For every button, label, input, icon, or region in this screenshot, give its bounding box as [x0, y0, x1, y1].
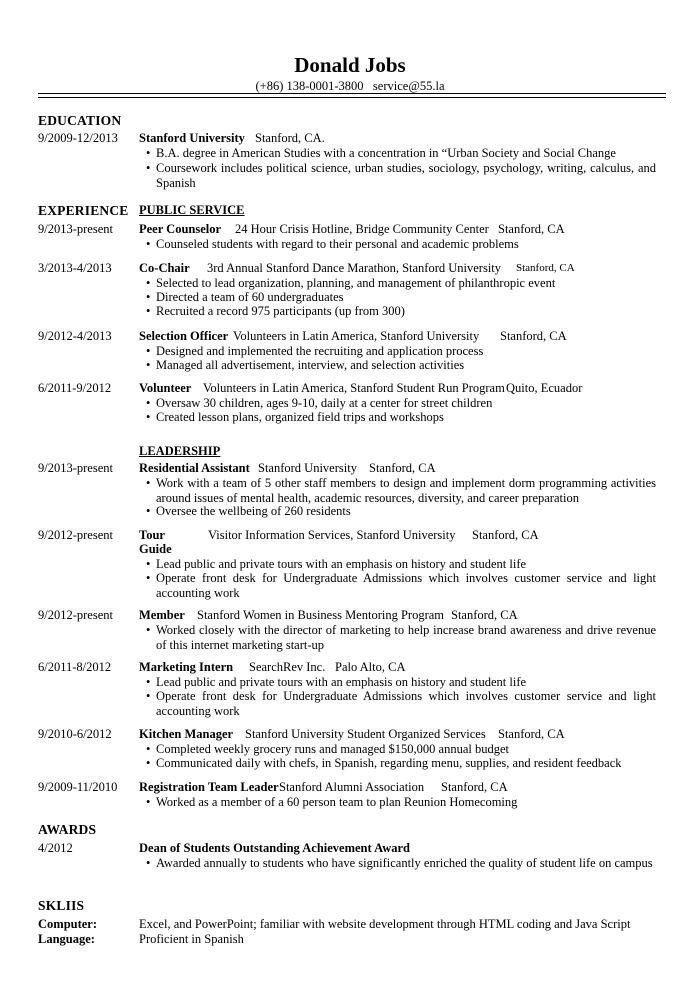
bullet-item: • Oversee the wellbeing of 260 residents [146, 504, 351, 518]
subsection-title-leadership: LEADERSHIP [139, 444, 221, 458]
entry-date: 3/2013-4/2013 [38, 261, 112, 275]
bullet-item: • Lead public and private tours with an emphasis on history and student life [146, 675, 527, 689]
skill-label-language: Language: [38, 932, 95, 946]
entry-location: Stanford, CA. [255, 131, 325, 145]
bullet-item: • Counseled students with regard to their personal and academic problems [146, 237, 519, 251]
skill-text-language: Proficient in Spanish [139, 932, 244, 946]
section-title-skills: SKLIIS [38, 898, 85, 913]
entry-date: 9/2009-11/2010 [38, 780, 118, 794]
entry-date: 9/2012-present [38, 608, 113, 622]
entry-date: 6/2011-8/2012 [38, 660, 112, 674]
entry-heading [139, 261, 659, 276]
entry-heading [139, 381, 659, 396]
entry-role: Selection Officer [139, 329, 229, 343]
subsection-title-public-service: PUBLIC SERVICE [139, 203, 245, 217]
bullet-item: • Selected to lead organization, planning, and management of philanthropic event [146, 276, 556, 290]
entry-heading [139, 660, 659, 675]
entry-org: Stanford University Student Organized Services [245, 727, 486, 741]
bullet-item: • B.A. degree in American Studies with a concentration in “Urban Society and Social Change [146, 146, 616, 160]
entry-role: Marketing Intern [139, 660, 234, 674]
entry-role: Residential Assistant [139, 461, 250, 475]
entry-org: Stanford University [258, 461, 357, 475]
bullet-item: • Worked as a member of a 60 person team to plan Reunion Homecoming [146, 795, 518, 809]
entry-location: Stanford, CA [498, 222, 565, 236]
entry-heading [139, 608, 659, 623]
entry-heading [139, 727, 659, 742]
skill-label-computer: Computer: [38, 917, 98, 931]
entry-role: Registration Team Leader [139, 780, 279, 794]
entry-org: Stanford University [139, 131, 245, 145]
bullet-item: • Operate front desk for Undergraduate Admissions which involves customer service and light accounting work [146, 571, 656, 600]
entry-location: Palo Alto, CA [335, 660, 406, 674]
bullet-item: • Work with a team of 5 other staff members to design and implement dorm programming activities around issues of mental health, academic resources, diversity, and career preparation [146, 476, 656, 505]
bullet-item: • Oversaw 30 children, ages 9-10, daily at a center for street children [146, 396, 493, 410]
entry-heading [139, 222, 659, 237]
entry-date: 9/2013-present [38, 222, 113, 236]
skill-text-computer: Excel, and PowerPoint; familiar with website development through HTML coding and Java Script [139, 917, 631, 931]
entry-location: Stanford, CA [500, 329, 567, 343]
entry-heading [139, 780, 659, 795]
entry-location: Stanford, CA [516, 262, 575, 274]
entry-date: 9/2013-present [38, 461, 113, 475]
entry-org: Volunteers in Latin America, Stanford Student Run Program [203, 381, 505, 395]
entry-date: 9/2012-present [38, 528, 113, 542]
entry-location: Stanford, CA [441, 780, 508, 794]
entry-location: Stanford, CA [498, 727, 565, 741]
bullet-item: • Lead public and private tours with an emphasis on history and student life [146, 557, 527, 571]
entry-role: Tour Guide [139, 528, 172, 556]
bullet-item: • Communicated daily with chefs, in Spanish, regarding menu, supplies, and resident feedback [146, 756, 622, 770]
bullet-item: • Recruited a record 975 participants (up from 300) [146, 304, 405, 318]
section-title-education: EDUCATION [38, 113, 122, 128]
section-title-experience: EXPERIENCE [38, 203, 129, 218]
entry-heading [139, 329, 659, 344]
entry-date: 4/2012 [38, 841, 73, 855]
entry-role: Kitchen Manager [139, 727, 234, 741]
entry-org: SearchRev Inc. [249, 660, 326, 674]
candidate-name: Donald Jobs [294, 53, 406, 77]
entry-date: 9/2012-4/2013 [38, 329, 112, 343]
entry-heading [139, 841, 659, 856]
entry-heading [139, 131, 659, 146]
bullet-item: • Coursework includes political science, urban studies, sociology, psychology, writing, calculus, and Spanish [146, 161, 656, 190]
entry-org: Stanford Alumni Association [279, 780, 425, 794]
header-rule-thick [38, 97, 666, 98]
entry-location: Stanford, CA [472, 528, 539, 542]
entry-date: 6/2011-9/2012 [38, 381, 112, 395]
entry-role: Volunteer [139, 381, 192, 395]
bullet-item: • Designed and implemented the recruiting and application process [146, 344, 484, 358]
bullet-item: • Operate front desk for Undergraduate Admissions which involves customer service and light accounting work [146, 689, 656, 718]
entry-location: Stanford, CA [451, 608, 518, 622]
bullet-item: • Completed weekly grocery runs and managed $150,000 annual budget [146, 742, 510, 756]
entry-org: Visitor Information Services, Stanford University [208, 528, 456, 542]
entry-heading [139, 461, 659, 476]
bullet-item: • Awarded annually to students who have significantly enriched the quality of student life on campus [146, 856, 653, 870]
entry-org: Volunteers in Latin America, Stanford University [233, 329, 480, 343]
entry-role: Peer Counselor [139, 222, 222, 236]
entry-org: 24 Hour Crisis Hotline, Bridge Community Center [235, 222, 489, 236]
entry-org: Stanford Women in Business Mentoring Program [197, 608, 445, 622]
bullet-item: • Managed all advertisement, interview, and selection activities [146, 358, 465, 372]
entry-heading [139, 528, 659, 556]
bullet-item: • Created lesson plans, organized field trips and workshops [146, 410, 444, 424]
entry-role: Member [139, 608, 185, 622]
bullet-item: • Directed a team of 60 undergraduates [146, 290, 344, 304]
contact-info: (+86) 138-0001-3800 service@55.la [255, 79, 445, 93]
entry-location: Stanford, CA [369, 461, 436, 475]
header-rule-thin [38, 93, 666, 94]
entry-role: Co-Chair [139, 261, 190, 275]
entry-date: 9/2009-12/2013 [38, 131, 118, 145]
entry-location: Quito, Ecuador [506, 381, 583, 395]
bullet-item: • Worked closely with the director of marketing to help increase brand awareness and drive revenue of this internet marketing start-up [146, 623, 656, 652]
entry-date: 9/2010-6/2012 [38, 727, 112, 741]
award-name: Dean of Students Outstanding Achievement Award [139, 841, 410, 855]
entry-org: 3rd Annual Stanford Dance Marathon, Stanford University [207, 261, 502, 275]
section-title-awards: AWARDS [38, 822, 97, 837]
